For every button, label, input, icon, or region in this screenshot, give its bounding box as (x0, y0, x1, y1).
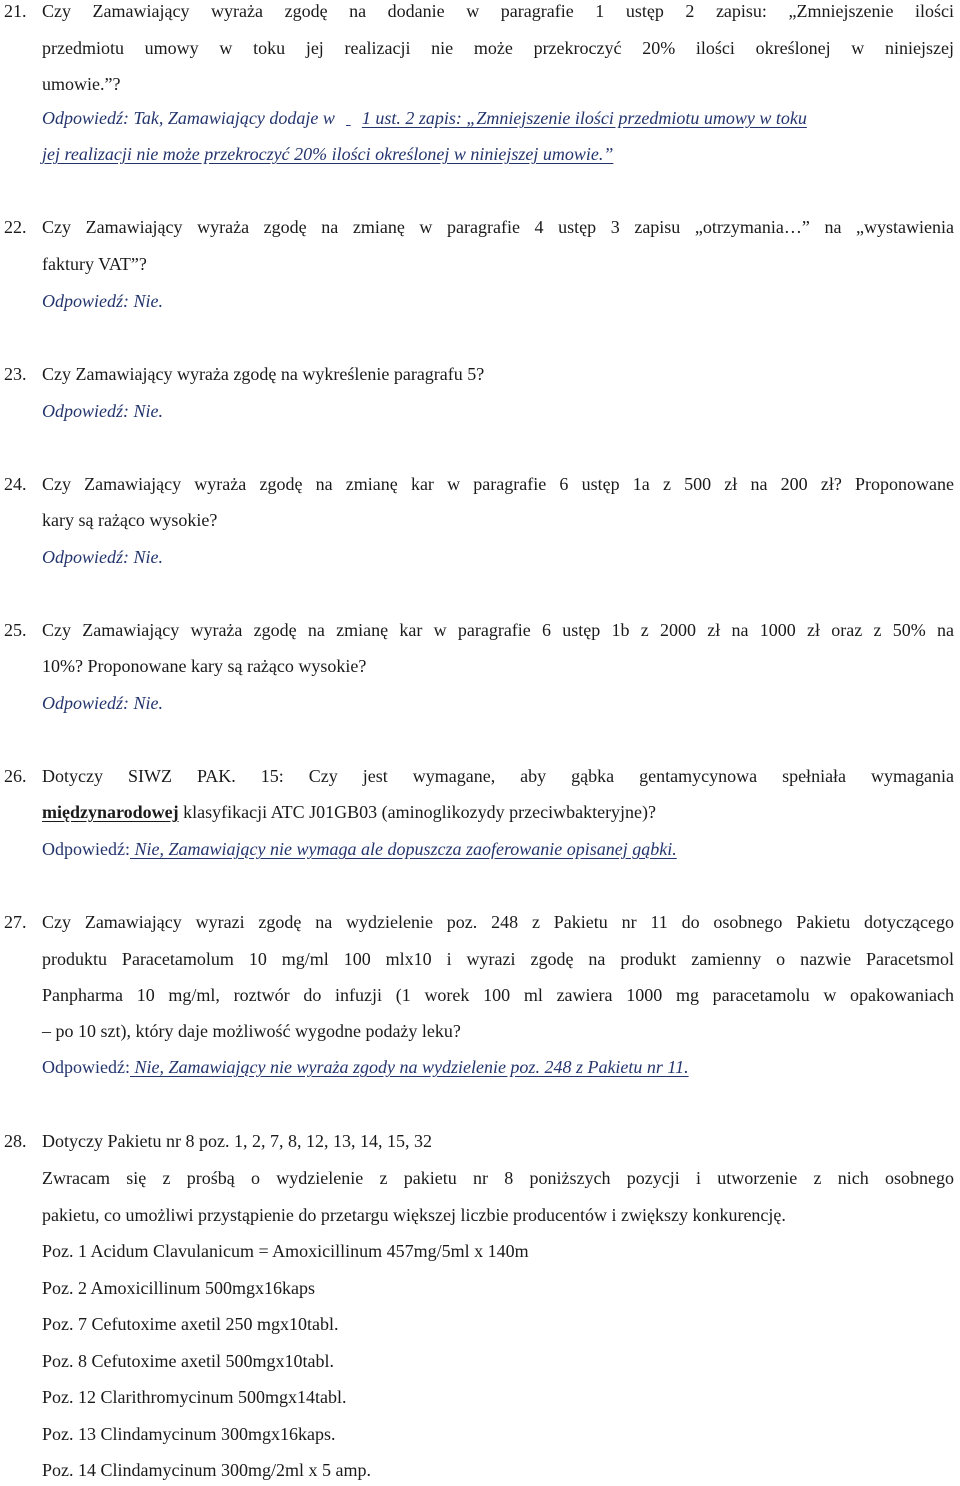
question-text-rest: klasyfikacji ATC J01GB03 (aminoglikozydy przeciwbakteryjne)? (178, 802, 657, 822)
position-item: Poz. 2 Amoxicillinum 500mgx16kaps (42, 1278, 315, 1298)
position-item: Poz. 1 Acidum Clavulanicum = Amoxicillinum 457mg/5ml x 140m (42, 1241, 529, 1261)
question-text-line: Czy Zamawiający wyrazi zgodę na wydzielenie poz. 248 z Pakietu nr 11 do osobnego Pakietu dotyczącego (42, 912, 954, 932)
position-item: Poz. 12 Clarithromycinum 500mgx14tabl. (42, 1387, 347, 1407)
question-text-line: faktury VAT”? (42, 254, 147, 274)
answer-line (42, 109, 954, 127)
position-item: Poz. 14 Clindamycinum 300mg/2ml x 5 amp. (42, 1460, 371, 1480)
position-item: Poz. 8 Cefutoxime axetil 500mgx10tabl. (42, 1351, 334, 1371)
question-text-line: Dotyczy Pakietu nr 8 poz. 1, 2, 7, 8, 12, 13, 14, 15, 32 (42, 1131, 432, 1151)
answer-line: Odpowiedź: Nie. (42, 291, 163, 311)
question-text-line: 10%? Proponowane kary są rażąco wysokie? (42, 656, 367, 676)
section-sign-icon (339, 109, 357, 127)
question-text-line: Zwracam się z prośbą o wydzielenie z pakietu nr 8 poniższych pozycji i utworzenie z nich osobnego (42, 1168, 954, 1188)
question-text-line: umowie.”? (42, 74, 121, 94)
emphasis-text: międzynarodowej (42, 802, 179, 822)
question-text-line: Dotyczy SIWZ PAK. 15: Czy jest wymagane, aby gąbka gentamycynowa spełniała wymagania (42, 766, 954, 786)
answer-line: Odpowiedź: Nie. (42, 547, 163, 567)
question-text-line: przedmiotu umowy w toku jej realizacji nie może przekroczyć 20% ilości określonej w niniejszej (42, 38, 954, 58)
answer-line: Odpowiedź: Nie. (42, 401, 163, 421)
position-item: Poz. 13 Clindamycinum 300mgx16kaps. (42, 1424, 336, 1444)
question-number: 25. (4, 620, 27, 640)
answer-underlined: Nie, Zamawiający nie wyraża zgody na wydzielenie poz. 248 z Pakietu nr 11. (129, 1057, 689, 1077)
answer-underlined: Nie, Zamawiający nie wymaga ale dopuszcza zaoferowanie opisanej gąbki. (129, 839, 677, 859)
question-number: 21. (4, 1, 27, 21)
question-number: 23. (4, 364, 27, 384)
question-text-line: Czy Zamawiający wyraża zgodę na zmianę kar w paragrafie 6 ustęp 1b z 2000 zł na 1000 zł oraz z 50% na (42, 620, 954, 640)
question-text-line: kary są rażąco wysokie? (42, 510, 218, 530)
question-text-line: Czy Zamawiający wyraża zgodę na zmianę w paragrafie 4 ustęp 3 zapisu „otrzymania…” na „wystawienia (42, 217, 954, 237)
question-text-line (42, 803, 656, 821)
answer-line: jej realizacji nie może przekroczyć 20% ilości określonej w niniejszej umowie.” (42, 144, 614, 164)
question-number: 27. (4, 912, 27, 932)
question-number: 26. (4, 766, 27, 786)
question-number: 22. (4, 217, 27, 237)
question-text-line: pakietu, co umożliwi przystąpienie do przetargu większej liczbie producentów i zwiększy konkurencję. (42, 1205, 786, 1225)
question-text-line: Czy Zamawiający wyraża zgodę na zmianę kar w paragrafie 6 ustęp 1a z 500 zł na 200 zł? Proponowane (42, 474, 954, 494)
answer-line: Odpowiedź: Nie. (42, 693, 163, 713)
answer-prefix: Odpowiedź: (42, 839, 130, 859)
question-number: 28. (4, 1131, 27, 1151)
question-text-line: produktu Paracetamolum 10 mg/ml 100 mlx10 i wyrazi zgodę na produkt zamienny o nazwie Paracetsmol (42, 949, 954, 969)
question-text-line: Czy Zamawiający wyraża zgodę na wykreślenie paragrafu 5? (42, 364, 485, 384)
answer-line (42, 1058, 689, 1076)
question-text-line: – po 10 szt), który daje możliwość wygodne podaży leku? (42, 1021, 461, 1041)
position-item: Poz. 7 Cefutoxime axetil 250 mgx10tabl. (42, 1314, 339, 1334)
answer-line (42, 840, 677, 858)
question-text-line: Czy Zamawiający wyraża zgodę na dodanie w paragrafie 1 ustęp 2 zapisu: „Zmniejszenie ilości (42, 1, 954, 21)
answer-underlined: 1 ust. 2 zapis: „Zmniejszenie ilości przedmiotu umowy w toku (361, 108, 807, 128)
answer-prefix: Odpowiedź: (42, 1057, 130, 1077)
question-text-line: Panpharma 10 mg/ml, roztwór do infuzji (1 worek 100 ml zawiera 1000 mg paracetamolu w opakowaniach (42, 985, 954, 1005)
answer-prefix: Odpowiedź: Tak, Zamawiający dodaje w (42, 108, 335, 128)
question-number: 24. (4, 474, 27, 494)
